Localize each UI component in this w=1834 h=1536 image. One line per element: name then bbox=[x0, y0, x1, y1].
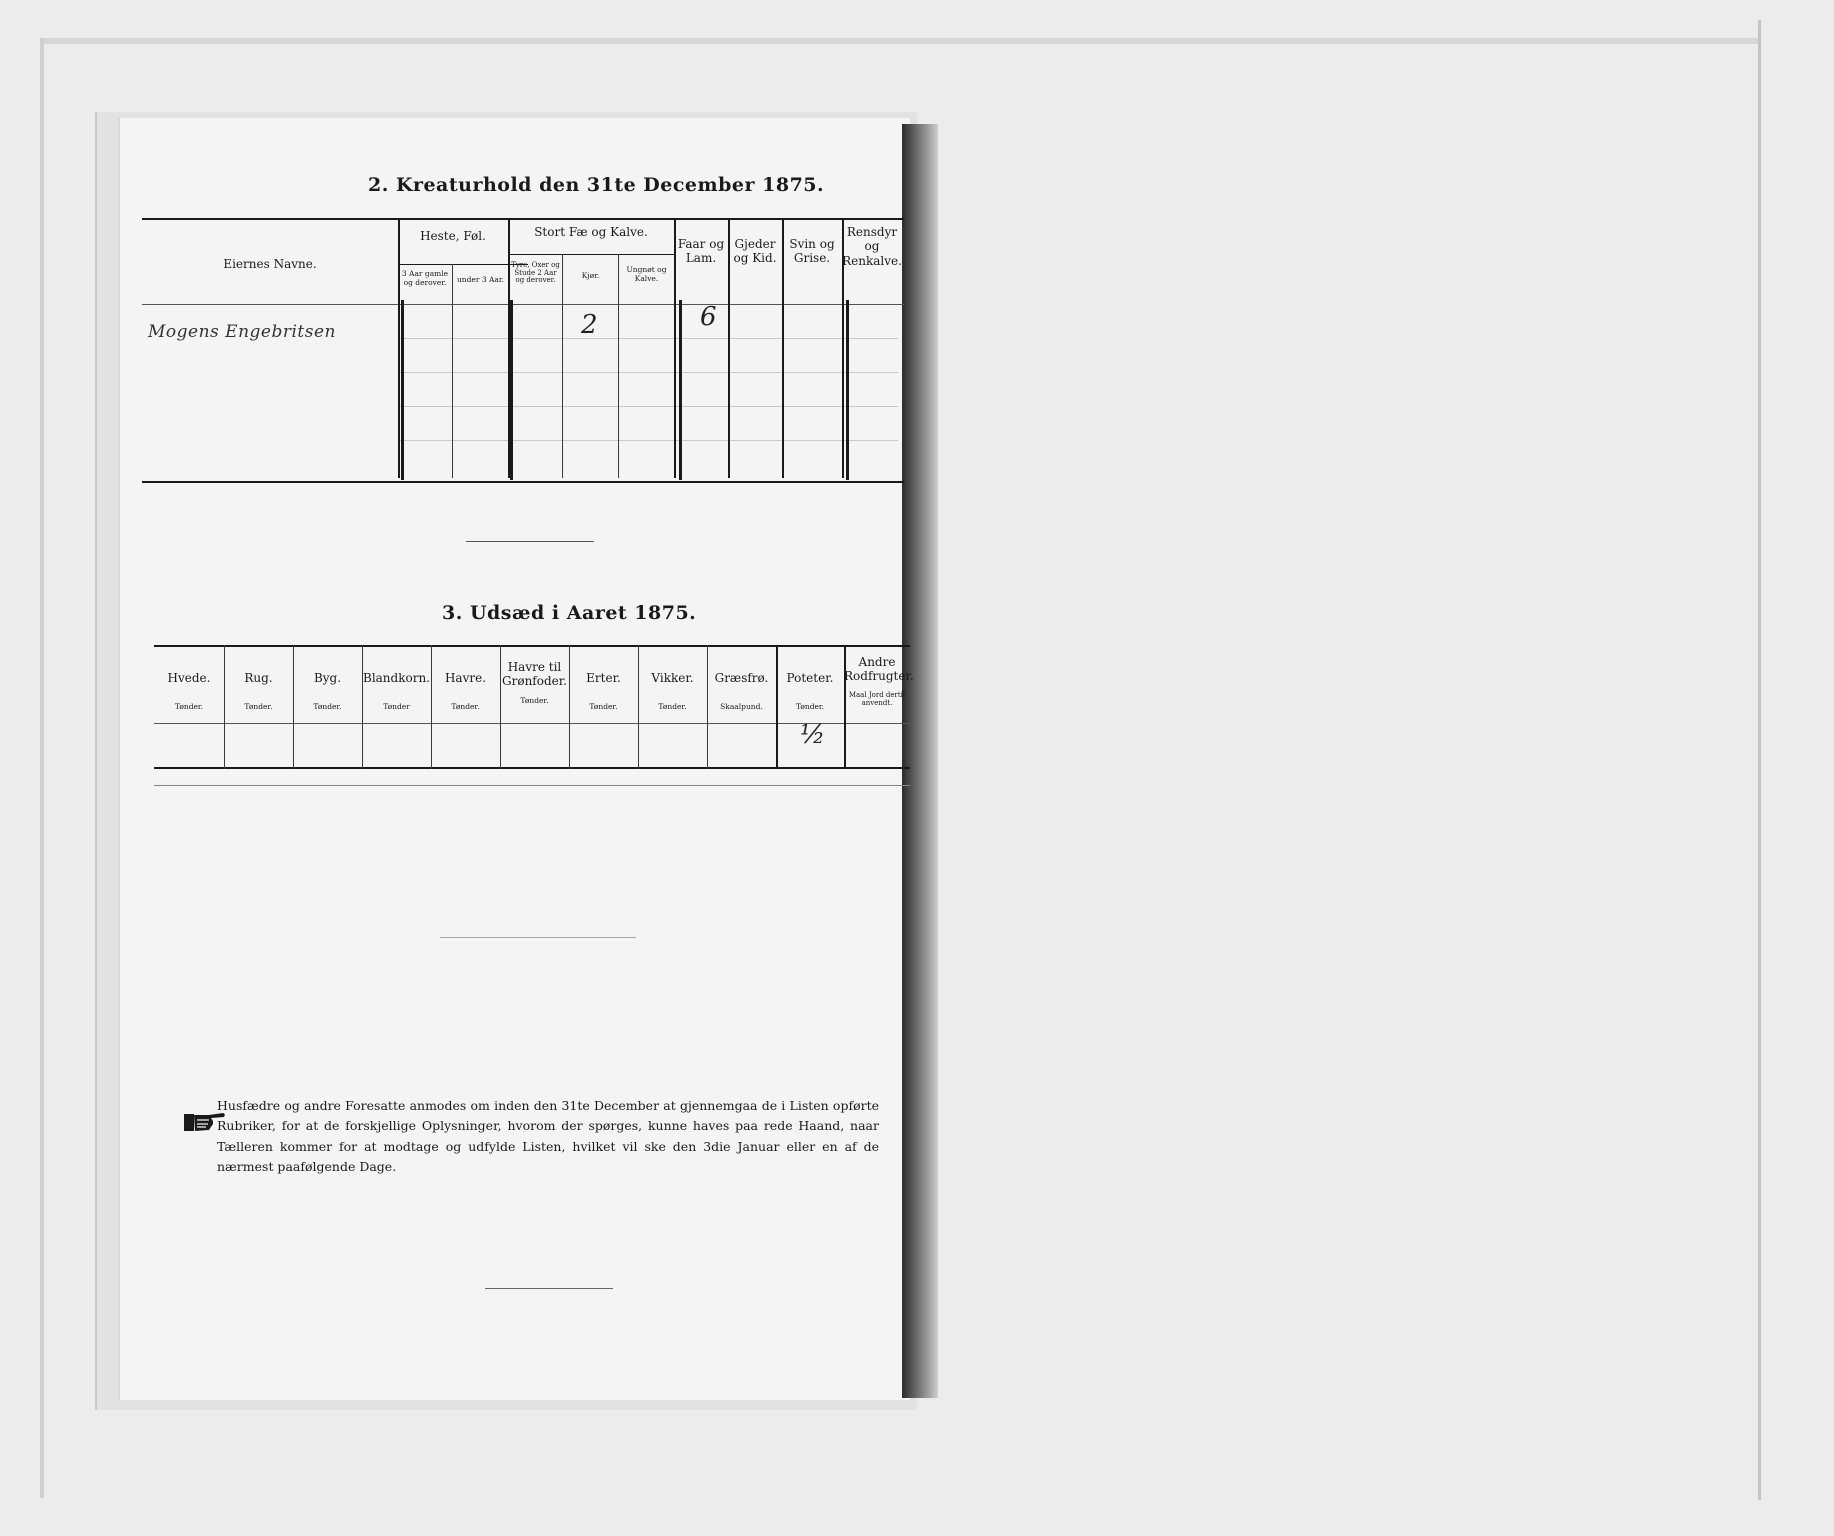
scan-edge bbox=[40, 38, 44, 1498]
unit-poteter: Tønder. bbox=[795, 702, 825, 711]
unit-blandkorn: Tønder bbox=[383, 702, 410, 711]
col-rug: Rug. bbox=[244, 671, 273, 685]
header-owner: Eiernes Navne. bbox=[223, 257, 317, 271]
document-page bbox=[120, 118, 914, 1400]
section3-title: 3. Udsæd i Aaret 1875. bbox=[442, 602, 697, 624]
row-rule bbox=[398, 372, 898, 373]
header-cattle-young: Ungnøt og Kalve. bbox=[626, 265, 667, 283]
col-erter: Erter. bbox=[586, 671, 621, 685]
row-rule bbox=[398, 406, 898, 407]
table-rule-bottom bbox=[142, 481, 904, 483]
poteter-value: ½ bbox=[800, 720, 826, 750]
unit-havre-gronfoder: Tønder. bbox=[520, 696, 549, 705]
col-havre-gronfoder: Havre til Grønfoder. bbox=[502, 660, 567, 689]
unit-hvede: Tønder. bbox=[174, 702, 204, 711]
unit-vikker: Tønder. bbox=[658, 702, 687, 711]
col-divider bbox=[510, 300, 513, 480]
col-havre: Havre. bbox=[444, 671, 487, 685]
col-divider bbox=[398, 218, 400, 478]
table-rule-top bbox=[142, 218, 904, 220]
col-divider bbox=[452, 264, 453, 478]
scan-edge bbox=[1758, 20, 1761, 1500]
col-graesfro: Græsfrø. bbox=[714, 671, 769, 685]
header-horses-3yr: 3 Aar gamle og derover. bbox=[401, 269, 449, 287]
header-rule bbox=[142, 304, 904, 305]
col-divider bbox=[401, 300, 404, 480]
unit-byg: Tønder. bbox=[313, 702, 342, 711]
header-goats: Gjeder og Kid. bbox=[733, 237, 777, 266]
col-vikker: Vikker. bbox=[651, 671, 694, 685]
header-cattle: Stort Fæ og Kalve. bbox=[534, 225, 648, 239]
table3-rule-header bbox=[154, 723, 910, 724]
table3-rule-top bbox=[154, 645, 910, 647]
header-pigs: Svin og Grise. bbox=[789, 237, 835, 266]
unit-graesfro: Skaalpund. bbox=[720, 702, 763, 711]
owner-name: Mogens Engebritsen bbox=[148, 322, 336, 342]
col-poteter: Poteter. bbox=[786, 671, 834, 685]
col-divider bbox=[846, 300, 849, 480]
separator-rule bbox=[466, 541, 594, 542]
col-divider bbox=[679, 300, 682, 480]
header-sheep: Faar og Lam. bbox=[677, 237, 725, 266]
col-hvede: Hvede. bbox=[167, 671, 211, 685]
table3-rule-under bbox=[154, 785, 910, 786]
header-cattle-cows: Kjør. bbox=[581, 271, 600, 280]
separator-rule bbox=[440, 937, 636, 938]
header-subrule bbox=[508, 254, 674, 255]
header-reindeer: Rensdyr og Renkalve. bbox=[842, 225, 902, 268]
unit-andre-rodfrugter: Maal Jord dertil anvendt. bbox=[848, 691, 906, 707]
notice-text: Husfædre og andre Foresatte anmodes om inden den 31te December at gjennemgaa de i Listen opførte Rubriker, for at de forskjellige Oplysninger, hvorom der spørges, kunne haves paa rede Haand, naar Tælleren kommer for at modtage og udfylde Listen, hvilket vil ske den 3die Januar eller en af de nærmest paafølgende Dage. bbox=[217, 1098, 879, 1174]
end-rule bbox=[485, 1288, 613, 1289]
unit-rug: Tønder. bbox=[244, 702, 273, 711]
col-blandkorn: Blandkorn. bbox=[363, 671, 430, 685]
col-byg: Byg. bbox=[313, 671, 342, 685]
table3-rule-bottom bbox=[154, 767, 910, 769]
header-cattle-bulls: Tyre, Oxer og Stude 2 Aar og derover. bbox=[511, 261, 560, 285]
header-horses-under3: under 3 Aar. bbox=[456, 275, 505, 284]
col-divider bbox=[618, 254, 619, 478]
header-horses: Heste, Føl. bbox=[420, 229, 486, 243]
section2-title: 2. Kreaturhold den 31te December 1875. bbox=[368, 174, 825, 196]
page-binding bbox=[902, 124, 938, 1398]
sheep-count: 6 bbox=[700, 302, 717, 332]
unit-erter: Tønder. bbox=[589, 702, 618, 711]
row-rule bbox=[398, 440, 898, 441]
col-andre-rodfrugter: Andre Rodfrugter. bbox=[844, 655, 914, 684]
row-rule bbox=[398, 338, 898, 339]
col-divider bbox=[562, 254, 563, 478]
scan-edge bbox=[40, 38, 1760, 44]
cows-count: 2 bbox=[581, 310, 598, 340]
unit-havre: Tønder. bbox=[451, 702, 480, 711]
